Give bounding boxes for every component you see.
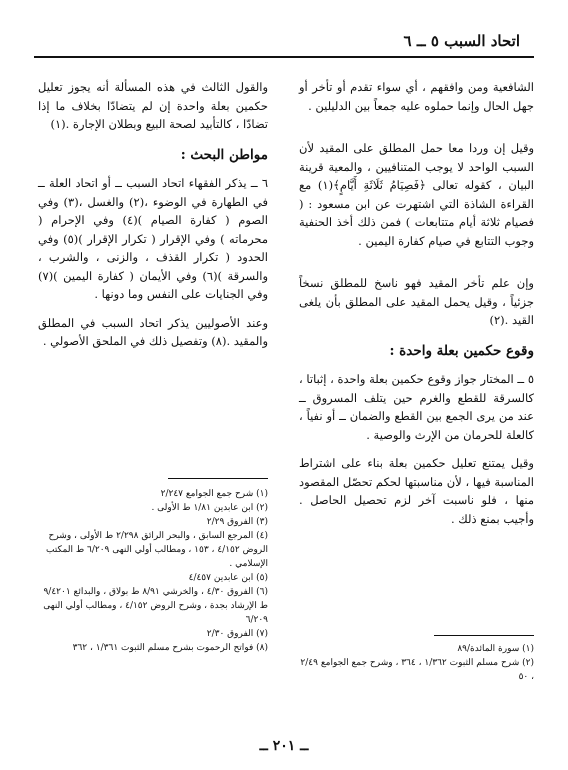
paragraph: ٦ ــ يذكر الفقهاء اتحاد السبب ــ أو اتحاد العلة ــ في الطهارة في الوضوء ،(٢) والغسل ،(٣) وفي الصوم ( كفارة الصيام )(٤) وفي الإحرام ( محرماته ) وفي الإقرار ( تكرار الإقرار )(٥) وفي الحدود ( تكرار القذف ، والزنى ، والشرب ، والسرقة )(٦) وفي الأيمان ( كفارة اليمين )(٧) وفي الجنايات على النفس وما دونها .	[38, 176, 269, 301]
section-heading: مواطن البحث :	[180, 146, 268, 163]
section-heading: وقوع حكمين بعلة واحدة :	[389, 342, 534, 359]
right-column	[299, 78, 534, 538]
footnote-divider	[168, 478, 268, 479]
paragraph: وإن علم تأخر المقيد فهو ناسخ للمطلق نسخاً جزئياً ، وقيل يحمل المقيد على المطلق بأن يلغى القيد .(٢)	[299, 276, 534, 327]
footnote: (٤) المرجع السابق ، والبحر الرائق ٢/٢٩٨ ط الأولى ، وشرح الروض ٤/١٥٢ ، ١٥٣ ، ومطالب أولي النهى ٦/٢٠٩ ط المكتب الإسلامي .	[46, 531, 268, 569]
footnote: (٨) فواتح الرحموت بشرح مسلم الثبوت ١/٣٦١ ، ٣٦٢	[72, 643, 268, 653]
footnote: (٢) ابن عابدين ١/٨١ ط الأولى .	[151, 503, 268, 513]
footnote: (١) سورة المائدة/٨٩	[457, 644, 534, 654]
paragraph: الشافعية ومن وافقهم ، أي سواء تقدم أو تأخر أو جهل الحال وإنما حملوه عليه جمعاً بين الدليلين .	[299, 80, 534, 113]
paragraph: والقول الثالث في هذه المسألة أنه يجوز تعليل حكمين بعلة واحدة إن لم يتضادّا بخلاف ما إذا تضادّا ، كالتأبيد لصحة البيع وبطلان الإجارة .(١)	[38, 80, 268, 131]
footnote: (٥) ابن عابدين ٤/٤٥٧	[188, 573, 268, 583]
paragraph: ٥ ــ المختار جواز وقوع حكمين بعلة واحدة ، إثباتا ، كالسرقة للقطع والغرم حين يتلف المسروق ــ عند من يرى الجمع بين القطع والضمان ــ أو نفياً ، كالعلة للحرمان من الإرث والوصية .	[299, 372, 534, 442]
footnote-divider	[434, 635, 534, 636]
left-column	[38, 78, 268, 361]
footnote: (٧) الفروق ٢/٣٠	[206, 629, 268, 639]
footnotes-left	[38, 478, 268, 655]
footnote: (٦) الفروق ٤/٣٠ ، والخرشي ٨/٩١ ط بولاق ، والبدائع ٩/٤٢٠١ ط الإرشاد بجدة ، وشرح الروض ٤/١٥٢ ، ومطالب أولي النهى ٦/٢٠٩	[43, 587, 268, 625]
paragraph: وعند الأصوليين يذكر اتحاد السبب في المطلق والمقيد .(٨) وتفصيل ذلك في الملحق الأصولي .	[38, 315, 268, 348]
page-header	[34, 30, 534, 58]
footnote: (٣) الفروق ٢/٢٩	[206, 517, 268, 527]
footnotes-right	[299, 635, 534, 684]
paragraph: وقيل إن وردا معا حمل المطلق على المقيد لأن السبب الواحد لا يوجب المتنافيين ، والمعية قرينة البيان ، كقوله تعالى ﴿فَصِيَامُ ثَلَاثَةِ أَيَّامٍ﴾(١) مع القراءة الشاذة التي اشتهرت عن ابن مسعود : ( فصيام ثلاثة أيام متتابعات ) فمن ذلك أخذ الحنفية وجوب التتابع في صيام كفارة اليمين .	[299, 141, 534, 248]
page-number: ــ ٢٠١ ــ	[259, 738, 309, 754]
footnote: (٢) شرح مسلم الثبوت ١/٣٦٢ ، ٣٦٤ ، وشرح جمع الجوامع ٢/٤٩ ، ٥٠	[300, 658, 534, 682]
paragraph: وقيل يمتنع تعليل حكمين بعلة بناء على اشتراط المناسبة فيها ، لأن مناسبتها لحكم تحصّل المقصود منها ، فلو ناسبت آخر لزم تحصيل الحاصل . وأجيب بمنع ذلك .	[299, 456, 534, 526]
footnote: (١) شرح جمع الجوامع ٢/٢٤٧	[160, 489, 268, 499]
running-title: اتحاد السبب ٥ ــ ٦	[403, 32, 520, 50]
